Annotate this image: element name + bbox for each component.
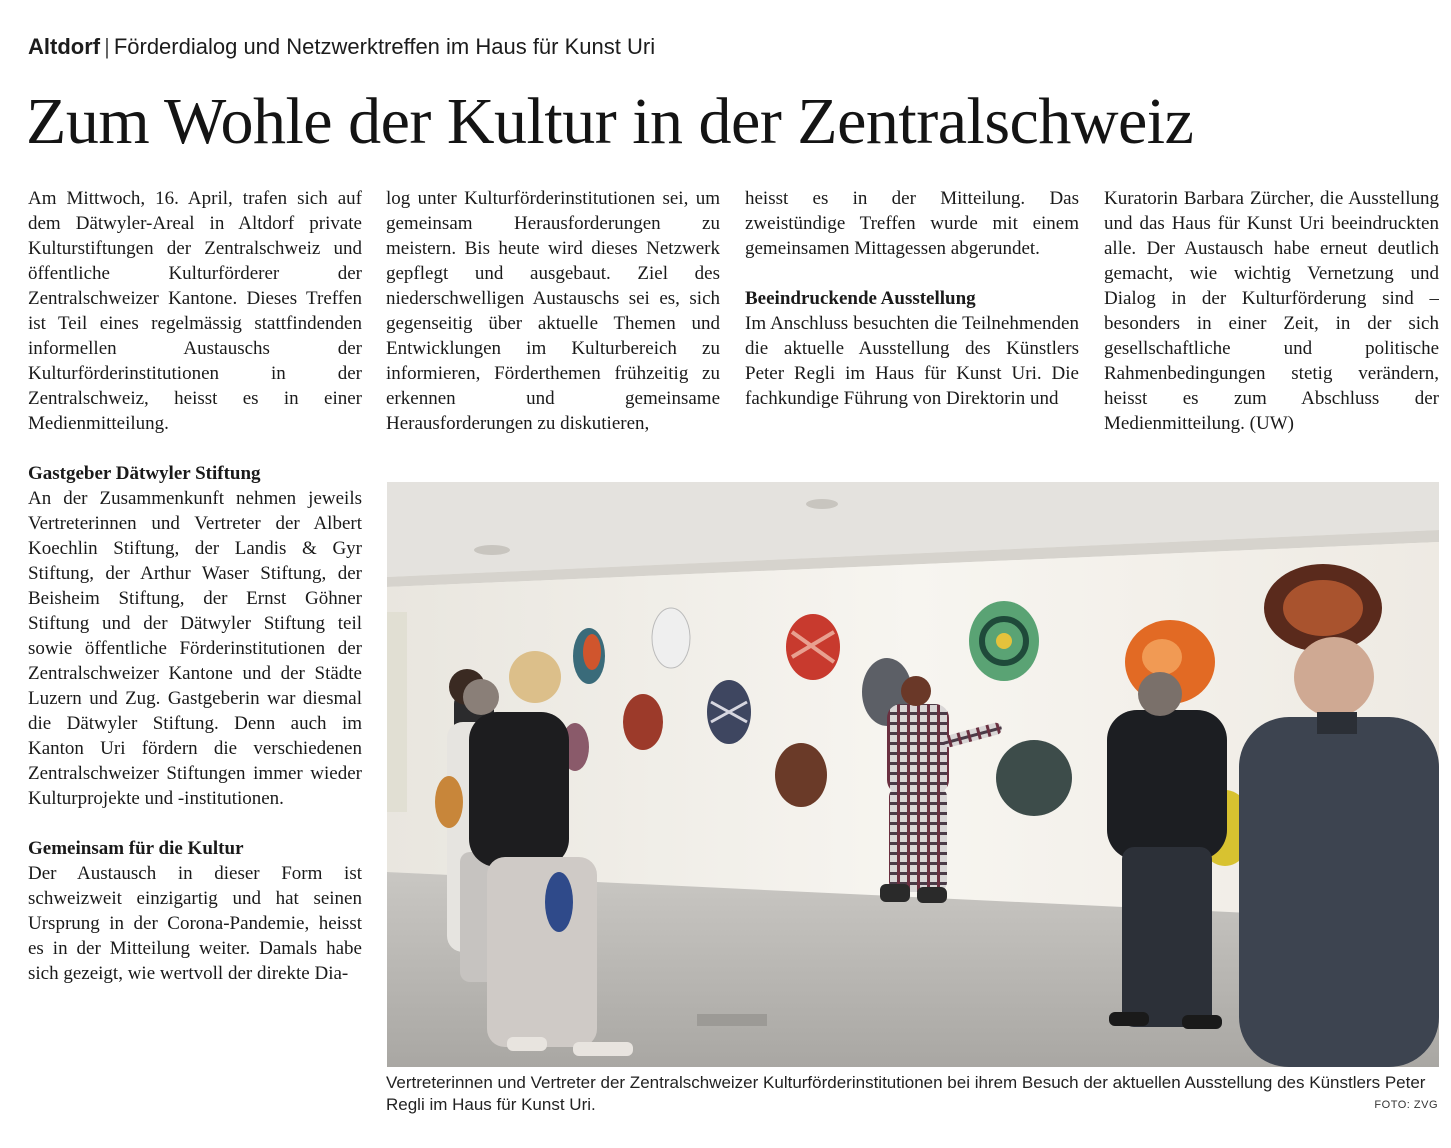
paragraph-gemeinsam-part3: heisst es in der Mitteilung. Das zweistündige Treffen wurde mit einem gemeinsamen Mittagessen abgerundet. [745, 188, 1079, 259]
article-column-1 [28, 186, 362, 1116]
paragraph-gastgeber: An der Zusammenkunft nehmen jeweils Vertreterinnen und Vertreter der Albert Koechlin Stiftung, der Landis & Gyr Stiftung, der Arthur Waser Stiftung, der Beisheim Stiftung, der Ernst Göhner Stiftung und der Dätwyler Stiftung teil sowie öffentliche Förderinstitutionen der Zentralschweizer Kantone und der Städte Luzern und Zug. Gastgeberin war diesmal die Dätwyler Stiftung. Denn auch im Kanton Uri fördern die verschiedenen Zentralschweizer Stiftungen immer wieder Kulturprojekte und -institutionen. [28, 488, 362, 809]
subheading-gastgeber: Gastgeber Dätwyler Stiftung [28, 463, 261, 484]
paragraph-gemeinsam-part2: log unter Kulturförderinstitutionen sei, um gemeinsam Herausforderungen zu meistern. Bis heute wird dieses Netzwerk gepflegt und ausgebaut. Ziel des niederschwelligen Austauschs sei es, sich gegenseitig über aktuelle Themen und Entwicklungen im Kulturbereich zu informieren, Förderthemen frühzeitig zu erkennen und gemeinsame Herausforderungen zu diskutieren, [386, 188, 720, 434]
kicker [28, 32, 655, 62]
article-column-4 [1104, 186, 1439, 466]
article-column-2 [386, 186, 720, 466]
kicker-separator: | [104, 34, 110, 59]
paragraph-ausstellung-part2: Kuratorin Barbara Zürcher, die Ausstellung und das Haus für Kunst Uri beeindruckten alle. Der Austausch habe erneut deutlich gemacht, wie wichtig Vernetzung und Dialog in der Kulturförderung sind – besonders in einer Zeit, in der sich gesellschaftliche und politische Rahmenbedingungen stetig verändern, heisst es zum Abschluss der Medienmitteilung. (UW) [1104, 188, 1439, 434]
paragraph-ausstellung-part1: Im Anschluss besuchten die Teilnehmenden die aktuelle Ausstellung des Künstlers Peter Regli im Haus für Kunst Uri. Die fachkundige Führung von Direktorin und [745, 313, 1079, 409]
paragraph-gemeinsam-part1: Der Austausch in dieser Form ist schweizweit einzigartig und hat seinen Ursprung in der Corona-Pandemie, heisst es in der Mitteilung weiter. Damals habe sich gezeigt, wie wertvoll der direkte Dia- [28, 863, 362, 984]
article-column-3 [745, 186, 1079, 466]
photo-caption: Vertreterinnen und Vertreter der Zentralschweizer Kulturförderinstitutionen bei ihrem Besuch der aktuellen Ausstellung des Künstlers Peter Regli im Haus für Kunst Uri. [386, 1073, 1426, 1114]
subheading-ausstellung: Beeindruckende Ausstellung [745, 288, 976, 309]
headline: Zum Wohle der Kultur in der Zentralschweiz [26, 85, 1194, 158]
kicker-topic: Förderdialog und Netzwerktreffen im Haus für Kunst Uri [113, 34, 656, 59]
exhibition-photo [387, 482, 1439, 1067]
photo-credit: FOTO: ZVG [1374, 1099, 1438, 1111]
intro-paragraph: Am Mittwoch, 16. April, trafen sich auf dem Dätwyler-Areal in Altdorf private Kulturstiftungen der Zentralschweiz und öffentliche Kulturförderer der Zentralschweizer Kantone. Dieses Treffen ist Teil eines regelmässig stattfindenden informellen Austauschs der Kulturförderinstitutionen in der Zentralschweiz, heisst es in einer Medienmitteilung. [28, 188, 362, 434]
subheading-gemeinsam: Gemeinsam für die Kultur [28, 838, 244, 859]
kicker-location: Altdorf [28, 34, 101, 59]
